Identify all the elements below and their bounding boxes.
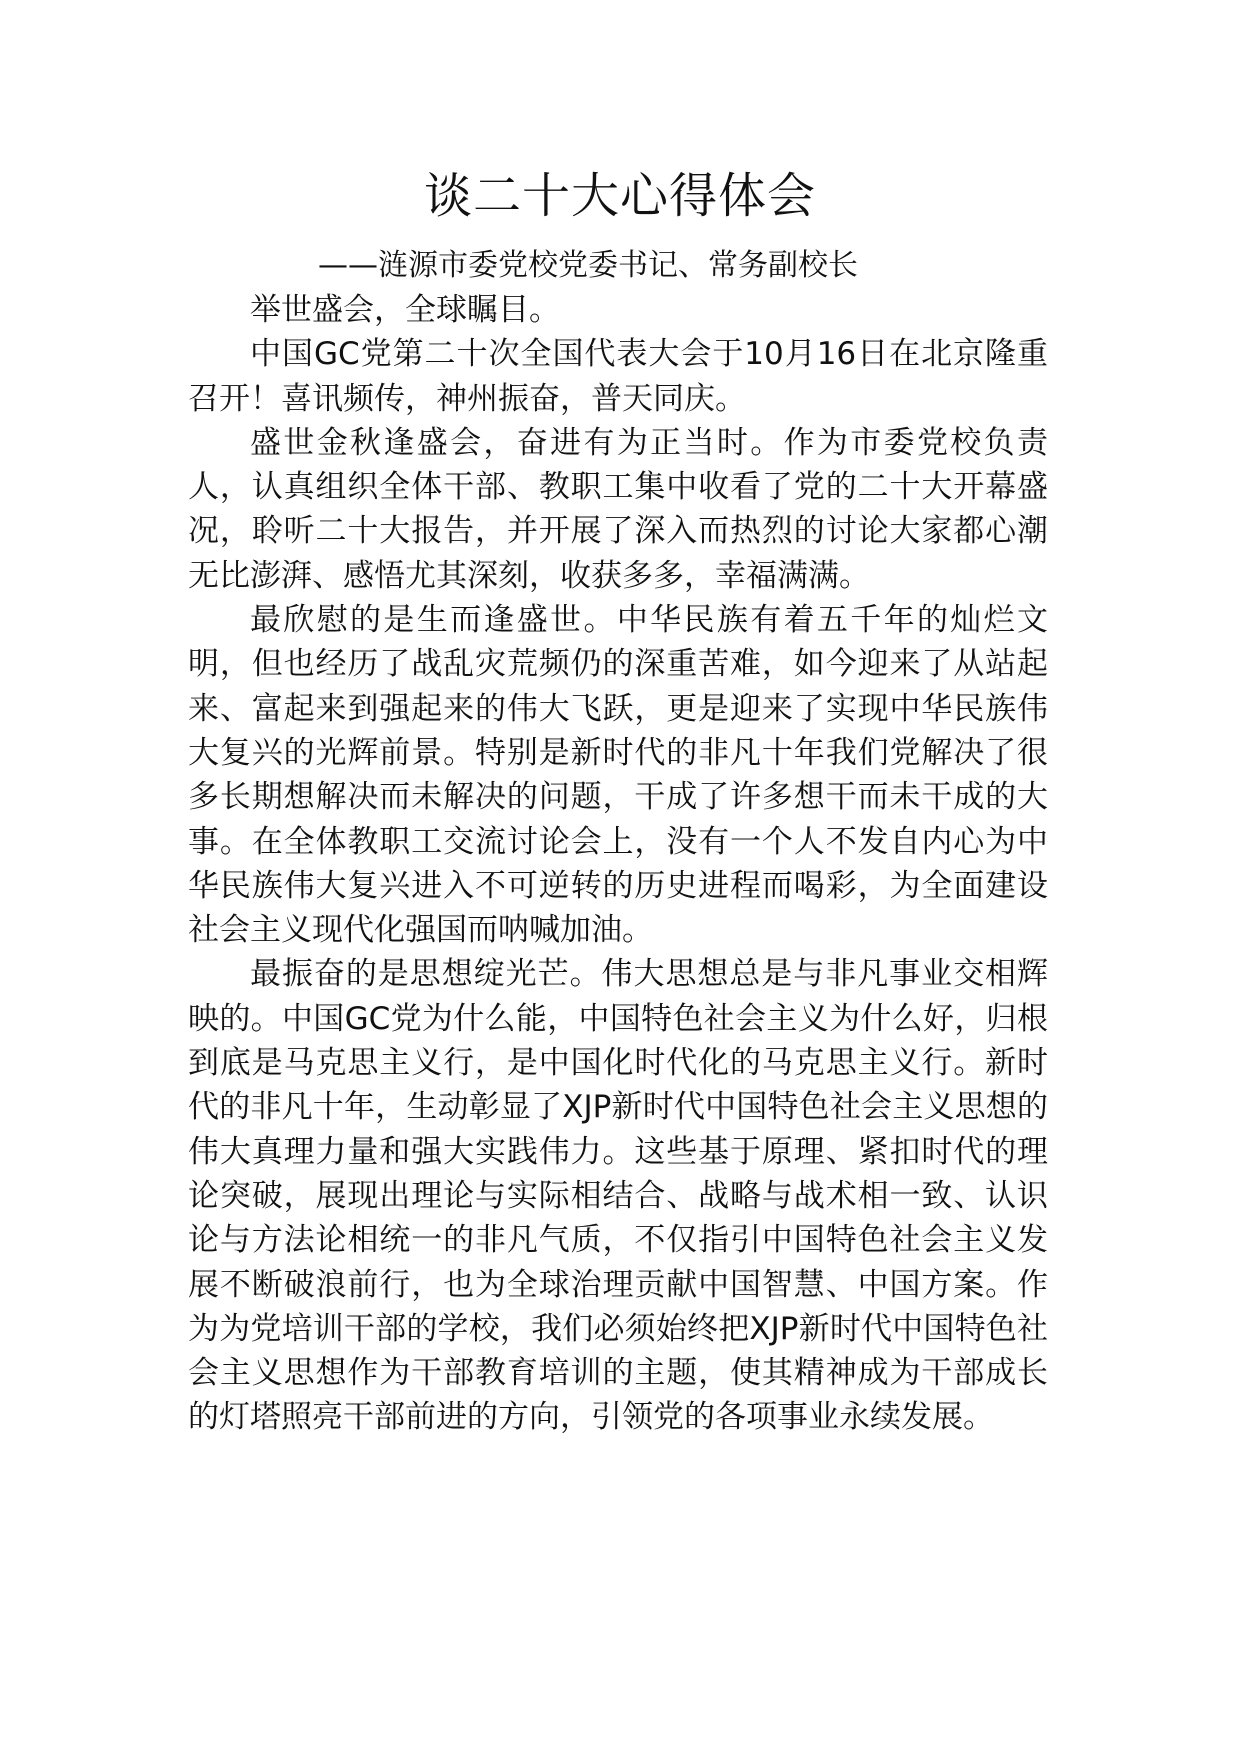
document-body	[188, 288, 1048, 1440]
paragraph: 盛世金秋逢盛会，奋进有为正当时。作为市委党校负责人，认真组织全体干部、教职工集中收看了党的二十大开幕盛况，聆听二十大报告，并开展了深入而热烈的讨论大家都心潮无比澎湃、感悟尤其深刻，收获多多，幸福满满。	[188, 424, 1048, 594]
document-subtitle: ——涟源市委党校党委书记、常务副校长	[318, 248, 858, 283]
document-title: 谈二十大心得体会	[423, 168, 816, 224]
paragraph: 最欣慰的是生而逢盛世。中华民族有着五千年的灿烂文明，但也经历了战乱灾荒频仍的深重苦难，如今迎来了从站起来、富起来到强起来的伟大飞跃，更是迎来了实现中华民族伟大复兴的光辉前景。特别是新时代的非凡十年我们党解决了很多长期想解决而未解决的问题，干成了许多想干而未干成的大事。在全体教职工交流讨论会上，没有一个人不发自内心为中华民族伟大复兴进入不可逆转的历史进程而喝彩，为全面建设社会主义现代化强国而呐喊加油。	[188, 602, 1048, 949]
paragraph: 中国GC党第二十次全国代表大会于10月16日在北京隆重召开！喜讯频传，神州振奋，普天同庆。	[188, 336, 1048, 417]
paragraph: 举世盛会，全球瞩目。	[250, 292, 560, 328]
paragraph: 最振奋的是思想绽光芒。伟大思想总是与非凡事业交相辉映的。中国GC党为什么能，中国特色社会主义为什么好，归根到底是马克思主义行，是中国化时代化的马克思主义行。新时代的非凡十年，生动彰显了XJP新时代中国特色社会主义思想的伟大真理力量和强大实践伟力。这些基于原理、紧扣时代的理论突破，展现出理论与实际相结合、战略与战术相一致、认识论与方法论相统一的非凡气质，不仅指引中国特色社会主义发展不断破浪前行，也为全球治理贡献中国智慧、中国方案。作为为党培训干部的学校，我们必须始终把XJP新时代中国特色社会主义思想作为干部教育培训的主题，使其精神成为干部成长的灯塔照亮干部前进的方向，引领党的各项事业永续发展。	[188, 956, 1048, 1436]
